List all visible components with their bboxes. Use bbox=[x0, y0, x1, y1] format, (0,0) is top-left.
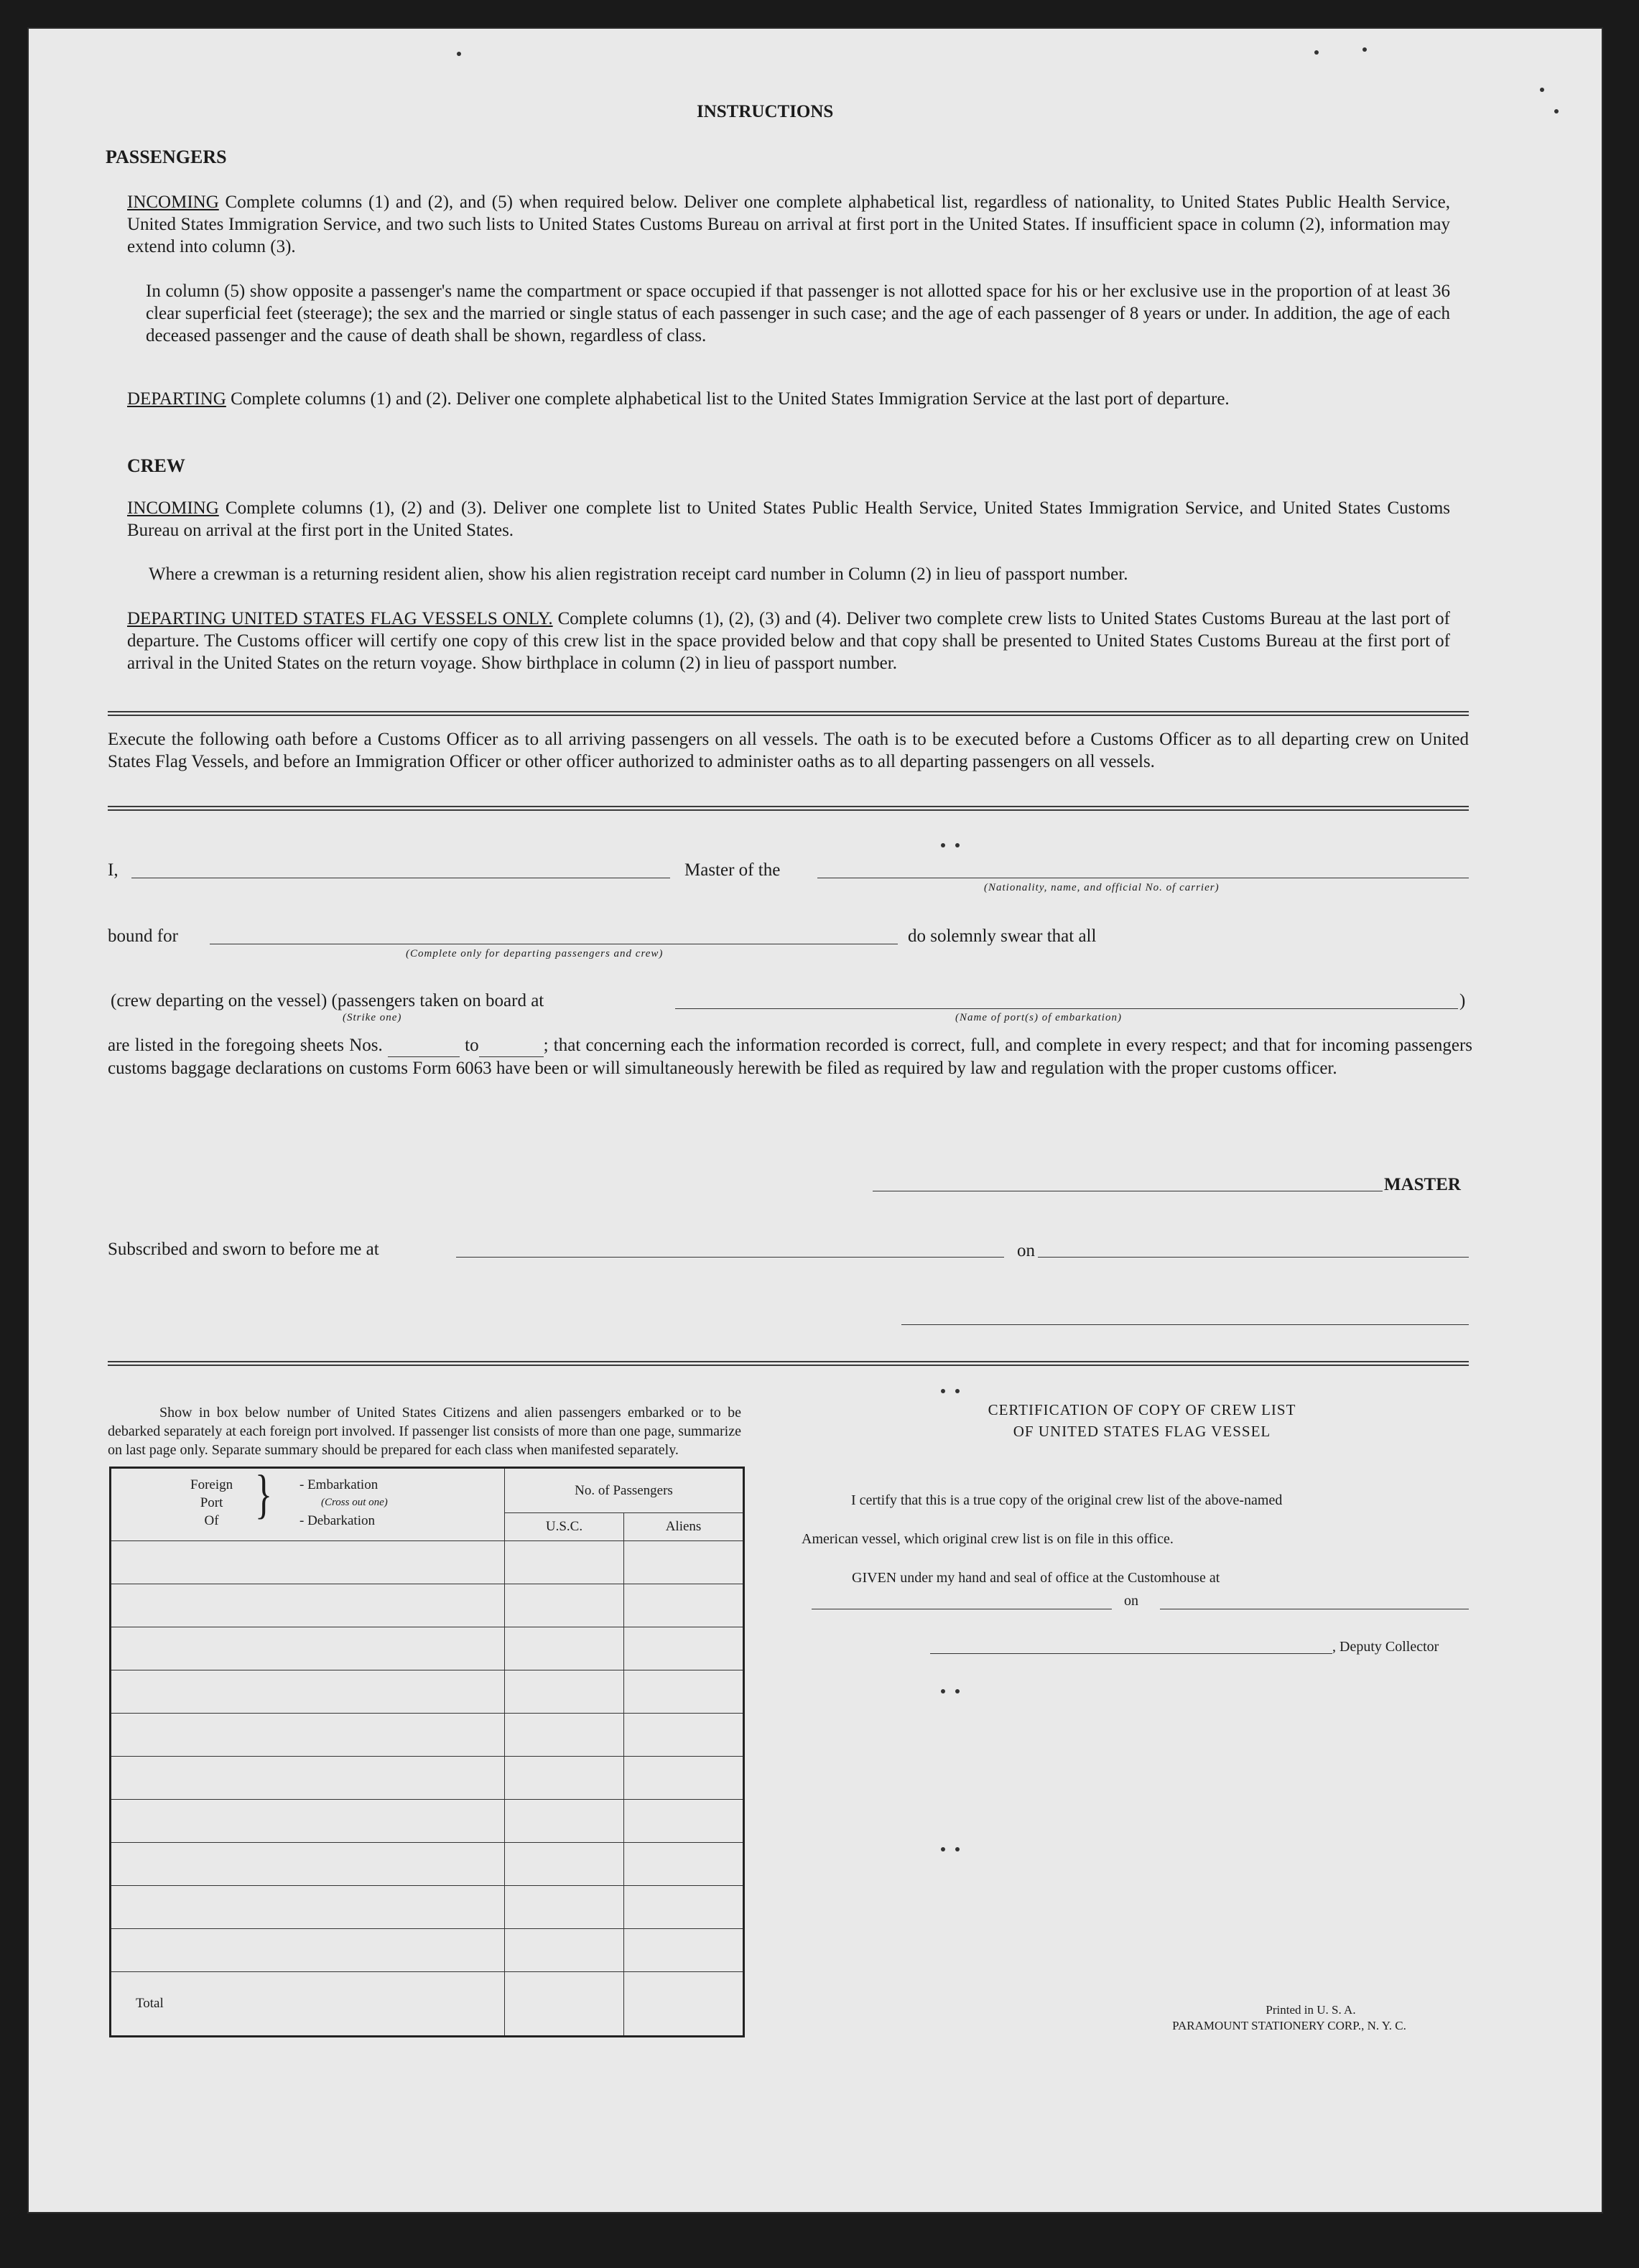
usc-cell[interactable] bbox=[505, 1584, 624, 1627]
sheet-to-field[interactable] bbox=[479, 1034, 544, 1057]
usc-cell[interactable] bbox=[505, 1541, 624, 1584]
oath-divider bbox=[108, 806, 1469, 807]
scan-speck bbox=[941, 843, 945, 847]
complete-only-caption: (Complete only for departing passengers and crew) bbox=[406, 948, 664, 959]
form-page bbox=[29, 29, 1602, 2212]
oath-i-label: I, bbox=[108, 860, 119, 880]
table-row bbox=[111, 1627, 744, 1670]
scan-speck bbox=[1362, 47, 1367, 52]
sheet-from-field[interactable] bbox=[388, 1034, 460, 1057]
aliens-cell[interactable] bbox=[624, 1886, 744, 1929]
crew-heading: CREW bbox=[127, 455, 185, 476]
printer-line1: Printed in U. S. A. bbox=[1266, 2003, 1356, 2017]
subscribed-date-line[interactable] bbox=[1038, 1257, 1469, 1258]
table-row bbox=[111, 1800, 744, 1843]
passenger-summary-table bbox=[109, 1464, 745, 2037]
foreign-label: Foreign bbox=[190, 1477, 233, 1492]
crew-resident-paragraph: Where a crewman is a returning resident alien, show his alien registration receipt card number in Column (2) in lieu of passport number. bbox=[149, 564, 1128, 584]
subscribed-label: Subscribed and sworn to before me at bbox=[108, 1240, 379, 1259]
given-text: GIVEN under my hand and seal of office at the Customhouse at bbox=[852, 1570, 1220, 1586]
debarkation-option[interactable]: - Debarkation bbox=[300, 1513, 375, 1528]
port-cell[interactable] bbox=[111, 1886, 505, 1929]
port-embarkation-line[interactable] bbox=[675, 1008, 1458, 1009]
nationality-caption: (Nationality, name, and official No. of carrier) bbox=[984, 882, 1220, 893]
crew-departing-text: (crew departing on the vessel) (passengers taken on board at bbox=[111, 991, 544, 1010]
of-label: Of bbox=[204, 1513, 219, 1528]
certification-title bbox=[819, 1399, 1465, 1442]
passengers-column5-paragraph: In column (5) show opposite a passenger's name the compartment or space occupied if that passenger is not allotted space for his or her exclusive use in the proportion of at least 36 clear superficial feet (steerage); the sex and the married or single status of each passenger in such case; and the age of each passenger of 8 years or under. In addition, the age of each deceased passenger and the cause of death shall be shown, regardless of class. bbox=[146, 282, 1450, 345]
listed-sheets-text-a: are listed in the foregoing sheets Nos. bbox=[108, 1036, 383, 1055]
crew-incoming-label: INCOMING bbox=[127, 498, 219, 518]
scan-speck bbox=[457, 52, 461, 56]
subscribed-on-label: on bbox=[1017, 1241, 1035, 1260]
lower-divider bbox=[108, 1361, 1469, 1362]
aliens-cell[interactable] bbox=[624, 1541, 744, 1584]
deputy-signature-line[interactable] bbox=[930, 1653, 1332, 1654]
crew-incoming-text: Complete columns (1), (2) and (3). Deliver one complete list to United States Public Health Service, United States Immigration Service, and United States Customs Bureau on arrival at the first port in the United States. bbox=[127, 498, 1451, 540]
aliens-cell[interactable] bbox=[624, 1627, 744, 1670]
aliens-cell[interactable] bbox=[624, 1929, 744, 1972]
port-label: Port bbox=[200, 1495, 223, 1510]
passengers-incoming-label: INCOMING bbox=[127, 192, 219, 212]
printer-imprint bbox=[1128, 2002, 1451, 2034]
listed-sheets-text-b: ; that concerning each the information recorded is correct, full, and complete in every respect; and that for incoming passengers customs baggage declarations on customs Form 6063 have been or will simultaneously herewith be filed as required by law and regulation with the proper customs officer. bbox=[108, 1036, 1473, 1078]
port-cell[interactable] bbox=[111, 1757, 505, 1800]
usc-cell[interactable] bbox=[505, 1886, 624, 1929]
usc-cell[interactable] bbox=[505, 1800, 624, 1843]
passengers-incoming-text: Complete columns (1) and (2), and (5) when required below. Deliver one complete alphabetical list, regardless of nationality, to United States Public Health Service, United States Immigration Service, and two such lists to United States Customs Bureau on arrival at first port in the United States. If insufficient space in column (2), information may extend into column (3). bbox=[127, 192, 1451, 256]
total-usc-cell[interactable] bbox=[505, 1972, 624, 2037]
scan-speck bbox=[1540, 88, 1544, 92]
scan-speck bbox=[1554, 109, 1559, 113]
crew-departing-paragraph bbox=[127, 608, 1450, 674]
port-cell[interactable] bbox=[111, 1584, 505, 1627]
table-row bbox=[111, 1843, 744, 1886]
section-divider bbox=[108, 711, 1469, 712]
aliens-header: Aliens bbox=[624, 1513, 744, 1541]
usc-cell[interactable] bbox=[505, 1670, 624, 1714]
foreign-port-header bbox=[111, 1464, 505, 1541]
scan-speck bbox=[941, 1847, 945, 1851]
aliens-cell[interactable] bbox=[624, 1757, 744, 1800]
listed-to-text: to bbox=[465, 1036, 479, 1055]
table-row bbox=[111, 1541, 744, 1584]
passengers-departing-paragraph bbox=[127, 388, 1450, 410]
scan-speck bbox=[941, 1389, 945, 1393]
certification-on-label: on bbox=[1124, 1593, 1138, 1609]
crew-incoming-paragraph bbox=[127, 497, 1450, 542]
summary-instructions: Show in box below number of United States Citizens and alien passengers embarked or to be debarked separately at each foreign port involved. If passenger list consists of more than one page, summarize on last page only. Separate summary should be prepared for each class when manifested separately. bbox=[108, 1405, 741, 1458]
oath-intro: Execute the following oath before a Customs Officer as to all arriving passengers on all vessels. The oath is to be executed before a Customs Officer as to all departing crew on United States Flag Vessels, and before an Immigration Officer or other officer authorized to administer oaths as to all departing passengers on all vessels. bbox=[108, 730, 1469, 771]
usc-cell[interactable] bbox=[505, 1929, 624, 1972]
certify-text-a: I certify that this is a true copy of the original crew list of the above-named bbox=[851, 1492, 1283, 1508]
scan-speck bbox=[1314, 50, 1319, 55]
port-cell[interactable] bbox=[111, 1627, 505, 1670]
do-solemnly-text: do solemnly swear that all bbox=[908, 926, 1097, 946]
usc-cell[interactable] bbox=[505, 1757, 624, 1800]
aliens-cell[interactable] bbox=[624, 1843, 744, 1886]
scan-speck bbox=[955, 1847, 960, 1851]
table-row bbox=[111, 1584, 744, 1627]
usc-cell[interactable] bbox=[505, 1714, 624, 1757]
port-cell[interactable] bbox=[111, 1929, 505, 1972]
port-caption: (Name of port(s) of embarkation) bbox=[955, 1012, 1122, 1023]
table-row bbox=[111, 1757, 744, 1800]
scan-speck bbox=[955, 843, 960, 847]
port-cell[interactable] bbox=[111, 1670, 505, 1714]
embarkation-option[interactable]: - Embarkation bbox=[300, 1477, 379, 1492]
officer-signature-line[interactable] bbox=[901, 1324, 1469, 1325]
scan-speck bbox=[955, 1389, 960, 1393]
passengers-departing-label: DEPARTING bbox=[127, 389, 226, 409]
page-title: INSTRUCTIONS bbox=[697, 102, 834, 121]
port-cell[interactable] bbox=[111, 1800, 505, 1843]
scan-speck bbox=[955, 1689, 960, 1693]
certification-title-line2: OF UNITED STATES FLAG VESSEL bbox=[1013, 1423, 1271, 1440]
close-paren: ) bbox=[1459, 991, 1466, 1010]
total-aliens-cell[interactable] bbox=[624, 1972, 744, 2037]
usc-header: U.S.C. bbox=[505, 1513, 624, 1541]
table-row bbox=[111, 1929, 744, 1972]
table-row bbox=[111, 1714, 744, 1757]
port-cell[interactable] bbox=[111, 1541, 505, 1584]
port-cell[interactable] bbox=[111, 1843, 505, 1886]
table-row bbox=[111, 1670, 744, 1714]
aliens-cell[interactable] bbox=[624, 1800, 744, 1843]
certify-text-b: American vessel, which original crew list is on file in this office. bbox=[802, 1531, 1174, 1547]
aliens-cell[interactable] bbox=[624, 1670, 744, 1714]
no-of-passengers-header: No. of Passengers bbox=[505, 1468, 744, 1513]
total-label: Total bbox=[111, 1972, 505, 2037]
bound-for-label: bound for bbox=[108, 926, 178, 946]
master-of-the-label: Master of the bbox=[684, 860, 781, 880]
printer-line2: PARAMOUNT STATIONERY CORP., N. Y. C. bbox=[1172, 2019, 1406, 2032]
listed-sheets-paragraph bbox=[108, 1034, 1472, 1079]
table-row bbox=[111, 1886, 744, 1929]
subscribed-place-line[interactable] bbox=[456, 1257, 1004, 1258]
aliens-cell[interactable] bbox=[624, 1714, 744, 1757]
brace-glyph: } bbox=[255, 1464, 272, 1524]
usc-cell[interactable] bbox=[505, 1627, 624, 1670]
crew-departing-text: Complete columns (1), (2), (3) and (4). Deliver two complete crew lists to United States Customs Bureau at the last port of departure. The Customs officer will certify one copy of this crew list in the space provided below and that copy shall be presented to United States Customs Bureau at the first port of arrival in the United States on the return voyage. Show birthplace in column (2) in lieu of passport number. bbox=[127, 609, 1451, 673]
aliens-cell[interactable] bbox=[624, 1584, 744, 1627]
passengers-heading: PASSENGERS bbox=[106, 147, 227, 167]
passengers-incoming-paragraph bbox=[127, 191, 1450, 258]
deputy-collector-label: , Deputy Collector bbox=[1332, 1639, 1439, 1655]
crew-departing-label: DEPARTING UNITED STATES FLAG VESSELS ONLY. bbox=[127, 609, 553, 628]
master-label: MASTER bbox=[1384, 1175, 1461, 1194]
certification-title-line1: CERTIFICATION OF COPY OF CREW LIST bbox=[988, 1401, 1296, 1418]
scan-speck bbox=[941, 1689, 945, 1693]
port-cell[interactable] bbox=[111, 1714, 505, 1757]
strike-one-caption: (Strike one) bbox=[343, 1012, 402, 1023]
passengers-departing-text: Complete columns (1) and (2). Deliver one complete alphabetical list to the United States Immigration Service at the last port of departure. bbox=[231, 389, 1230, 409]
cross-out-caption: (Cross out one) bbox=[321, 1497, 388, 1508]
usc-cell[interactable] bbox=[505, 1843, 624, 1886]
